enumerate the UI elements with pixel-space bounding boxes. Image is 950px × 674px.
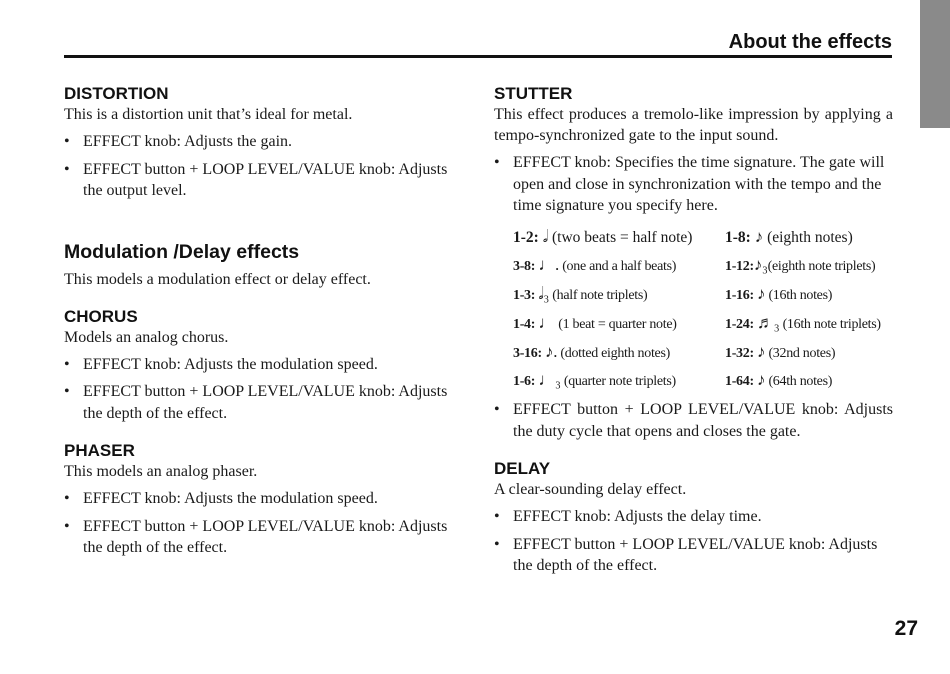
bullet-icon: •: [64, 133, 70, 150]
distortion-intro: This is a distortion unit that’s ideal for metal.: [64, 106, 353, 123]
list-item: [64, 159, 464, 202]
phaser-section: [64, 441, 464, 559]
page-header-title: About the effects: [728, 31, 892, 53]
stutter-section: [494, 84, 893, 442]
note-cell: 1-24: ♬₃ (16th note triplets): [725, 312, 881, 332]
table-row: [513, 342, 893, 371]
phaser-heading: PHASER: [64, 441, 135, 460]
note-symbol-icon: ♪: [757, 284, 766, 304]
list-item: [494, 534, 893, 577]
stutter-intro: This effect produces a tremolo-like impression by applying a tempo-synchronized gate to the input sound.: [494, 106, 893, 144]
stutter-list: [494, 152, 893, 217]
note-cell: 1-2: 𝅗𝅥 (two beats = half note): [513, 226, 693, 246]
table-row: [513, 370, 893, 399]
list-item-text: EFFECT button + LOOP LEVEL/VALUE knob: Adjusts the depth of the effect.: [83, 517, 448, 556]
list-item-text: EFFECT button + LOOP LEVEL/VALUE knob: Adjusts the depth of the effect.: [83, 383, 448, 422]
list-item-text: EFFECT knob: Adjusts the modulation speed.: [83, 355, 378, 373]
note-symbol-icon: ♩.: [538, 255, 559, 275]
note-cell: 1-4: ♩ (1 beat = quarter note): [513, 312, 677, 332]
distortion-heading: DISTORTION: [64, 84, 169, 103]
right-column: [494, 84, 893, 577]
phaser-intro: This models an analog phaser.: [64, 463, 258, 480]
note-symbol-icon: 𝅗𝅥: [542, 226, 549, 246]
note-cell: 1-6: ♩₃ (quarter note triplets): [513, 370, 676, 390]
bullet-icon: •: [64, 355, 70, 373]
side-tab: [920, 0, 950, 128]
chorus-section: [64, 307, 464, 425]
note-symbol-icon: ♩₃: [538, 370, 561, 390]
bullet-icon: •: [494, 535, 500, 553]
time-signature-table: [513, 227, 893, 400]
list-item-text: EFFECT button + LOOP LEVEL/VALUE knob: Adjusts the duty cycle that opens and closes the gate.: [513, 401, 893, 440]
note-cell: 1-3: 𝅗𝅥₃ (half note triplets): [513, 284, 648, 304]
stutter-list-2: [494, 399, 893, 442]
note-symbol-icon: ♩: [538, 312, 556, 332]
list-item: [64, 381, 464, 424]
note-cell: 3-16: ♪. (dotted eighth notes): [513, 341, 670, 361]
note-symbol-icon: ♬₃: [757, 312, 780, 332]
bullet-icon: •: [64, 383, 70, 400]
modulation-heading: Modulation /Delay effects: [64, 240, 300, 263]
list-item: [494, 399, 893, 442]
note-symbol-icon: ♪: [757, 341, 766, 361]
note-cell: 1-16: ♪ (16th notes): [725, 284, 833, 304]
distortion-list: [64, 131, 464, 202]
note-symbol-icon: 𝅗𝅥₃: [538, 284, 550, 304]
modulation-intro: This models a modulation effect or delay effect.: [64, 270, 371, 288]
delay-section: [494, 459, 893, 577]
list-item-text: EFFECT knob: Specifies the time signature. The gate will open and close in synchronization with the tempo and the time signature you specify here.: [513, 154, 885, 214]
note-cell: 1-8: ♪ (eighth notes): [725, 226, 853, 246]
list-item: [64, 354, 464, 376]
note-symbol-icon: ♪.: [545, 341, 558, 361]
list-item: [494, 152, 893, 217]
list-item: [64, 516, 464, 559]
bullet-icon: •: [494, 401, 500, 419]
bullet-icon: •: [494, 154, 500, 171]
list-item: [64, 131, 464, 153]
bullet-icon: •: [494, 508, 500, 526]
phaser-list: [64, 488, 464, 559]
note-cell: 1-32: ♪ (32nd notes): [725, 341, 836, 361]
header-rule: [64, 55, 892, 58]
bullet-icon: •: [64, 490, 70, 507]
table-row: [513, 284, 893, 313]
table-row: [513, 255, 893, 284]
chorus-intro: Models an analog chorus.: [64, 328, 229, 346]
list-item-text: EFFECT knob: Adjusts the delay time.: [513, 508, 762, 526]
page-number: 27: [894, 617, 918, 640]
list-item-text: EFFECT button + LOOP LEVEL/VALUE knob: Adjusts the output level.: [83, 160, 448, 199]
chorus-heading: CHORUS: [64, 306, 138, 326]
note-cell: 1-12:♪₃(eighth note triplets): [725, 255, 876, 275]
note-cell: 1-64: ♪ (64th notes): [725, 370, 833, 390]
note-cell: 3-8: ♩. (one and a half beats): [513, 255, 677, 275]
bullet-icon: •: [64, 160, 70, 178]
list-item-text: EFFECT knob: Adjusts the modulation speed.: [83, 490, 378, 507]
modulation-section: [64, 240, 464, 290]
list-item-text: EFFECT knob: Adjusts the gain.: [83, 133, 293, 150]
list-item: [64, 488, 464, 510]
bullet-icon: •: [64, 517, 70, 535]
delay-intro: A clear-sounding delay effect.: [494, 481, 687, 499]
table-row: [513, 227, 893, 256]
list-item: [494, 506, 893, 528]
stutter-heading: STUTTER: [494, 84, 573, 103]
chorus-list: [64, 354, 464, 425]
distortion-section: [64, 84, 464, 202]
note-symbol-icon: ♪: [757, 370, 766, 390]
table-row: [513, 313, 893, 342]
delay-list: [494, 506, 893, 577]
note-symbol-icon: ♪₃: [753, 255, 768, 275]
note-symbol-icon: ♪: [754, 226, 764, 246]
delay-heading: DELAY: [494, 459, 551, 479]
left-column: [64, 84, 464, 559]
list-item-text: EFFECT button + LOOP LEVEL/VALUE knob: Adjusts the depth of the effect.: [513, 535, 878, 575]
